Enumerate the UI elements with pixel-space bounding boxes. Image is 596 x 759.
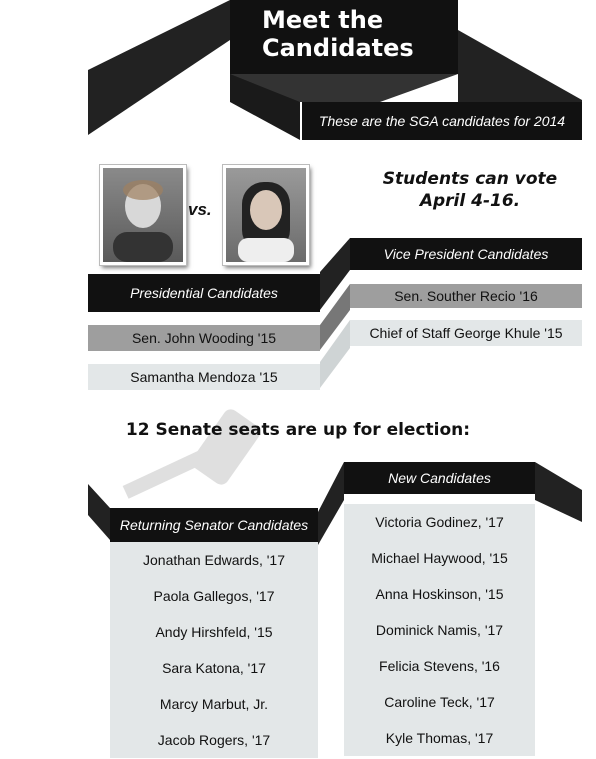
- title-line-1: Meet the: [262, 6, 384, 34]
- presidential-candidate-2: Samantha Mendoza '15: [88, 364, 320, 390]
- vice-president-candidate-1: Sen. Souther Recio '16: [350, 284, 582, 308]
- vote-line-1: Students can vote: [382, 169, 558, 189]
- list-item: Felicia Stevens, '16: [379, 658, 500, 674]
- new-candidates-list: [344, 504, 535, 756]
- returning-senators-list: [110, 542, 318, 758]
- subtitle-banner: These are the SGA candidates for 2014: [302, 102, 582, 140]
- photo-presidential-candidate-2: [223, 165, 309, 265]
- list-item: Jacob Rogers, '17: [157, 732, 271, 748]
- vote-line-2: April 4-16.: [419, 191, 521, 211]
- list-item: Paola Gallegos, '17: [153, 588, 275, 604]
- senate-heading: 12 Senate seats are up for election:: [125, 420, 471, 440]
- person-portrait-icon: [226, 168, 306, 262]
- list-item: Sara Katona, '17: [162, 660, 266, 676]
- list-item: Victoria Godinez, '17: [375, 514, 504, 530]
- list-item: Michael Haywood, '15: [371, 550, 508, 566]
- returning-senators-header: Returning Senator Candidates: [110, 508, 318, 542]
- list-item: Caroline Teck, '17: [384, 694, 495, 710]
- title-line-2: Candidates: [262, 34, 414, 62]
- photo-presidential-candidate-1: [100, 165, 186, 265]
- list-item: Marcy Marbut, Jr.: [159, 696, 269, 712]
- vice-president-header: Vice President Candidates: [350, 238, 582, 270]
- page-title: [230, 0, 458, 74]
- list-item: Dominick Namis, '17: [375, 622, 504, 638]
- list-item: Anna Hoskinson, '15: [375, 586, 504, 602]
- person-portrait-icon: [103, 168, 183, 262]
- voting-dates: [360, 168, 580, 212]
- versus-label: vs.: [188, 200, 212, 219]
- vice-president-candidate-2: Chief of Staff George Khule '15: [350, 320, 582, 346]
- list-item: Andy Hirshfeld, '15: [155, 624, 273, 640]
- presidential-candidate-1: Sen. John Wooding '15: [88, 325, 320, 351]
- list-item: Jonathan Edwards, '17: [143, 552, 285, 568]
- new-candidates-header: New Candidates: [344, 462, 535, 494]
- list-item: Kyle Thomas, '17: [385, 730, 494, 746]
- presidential-header: Presidential Candidates: [88, 274, 320, 312]
